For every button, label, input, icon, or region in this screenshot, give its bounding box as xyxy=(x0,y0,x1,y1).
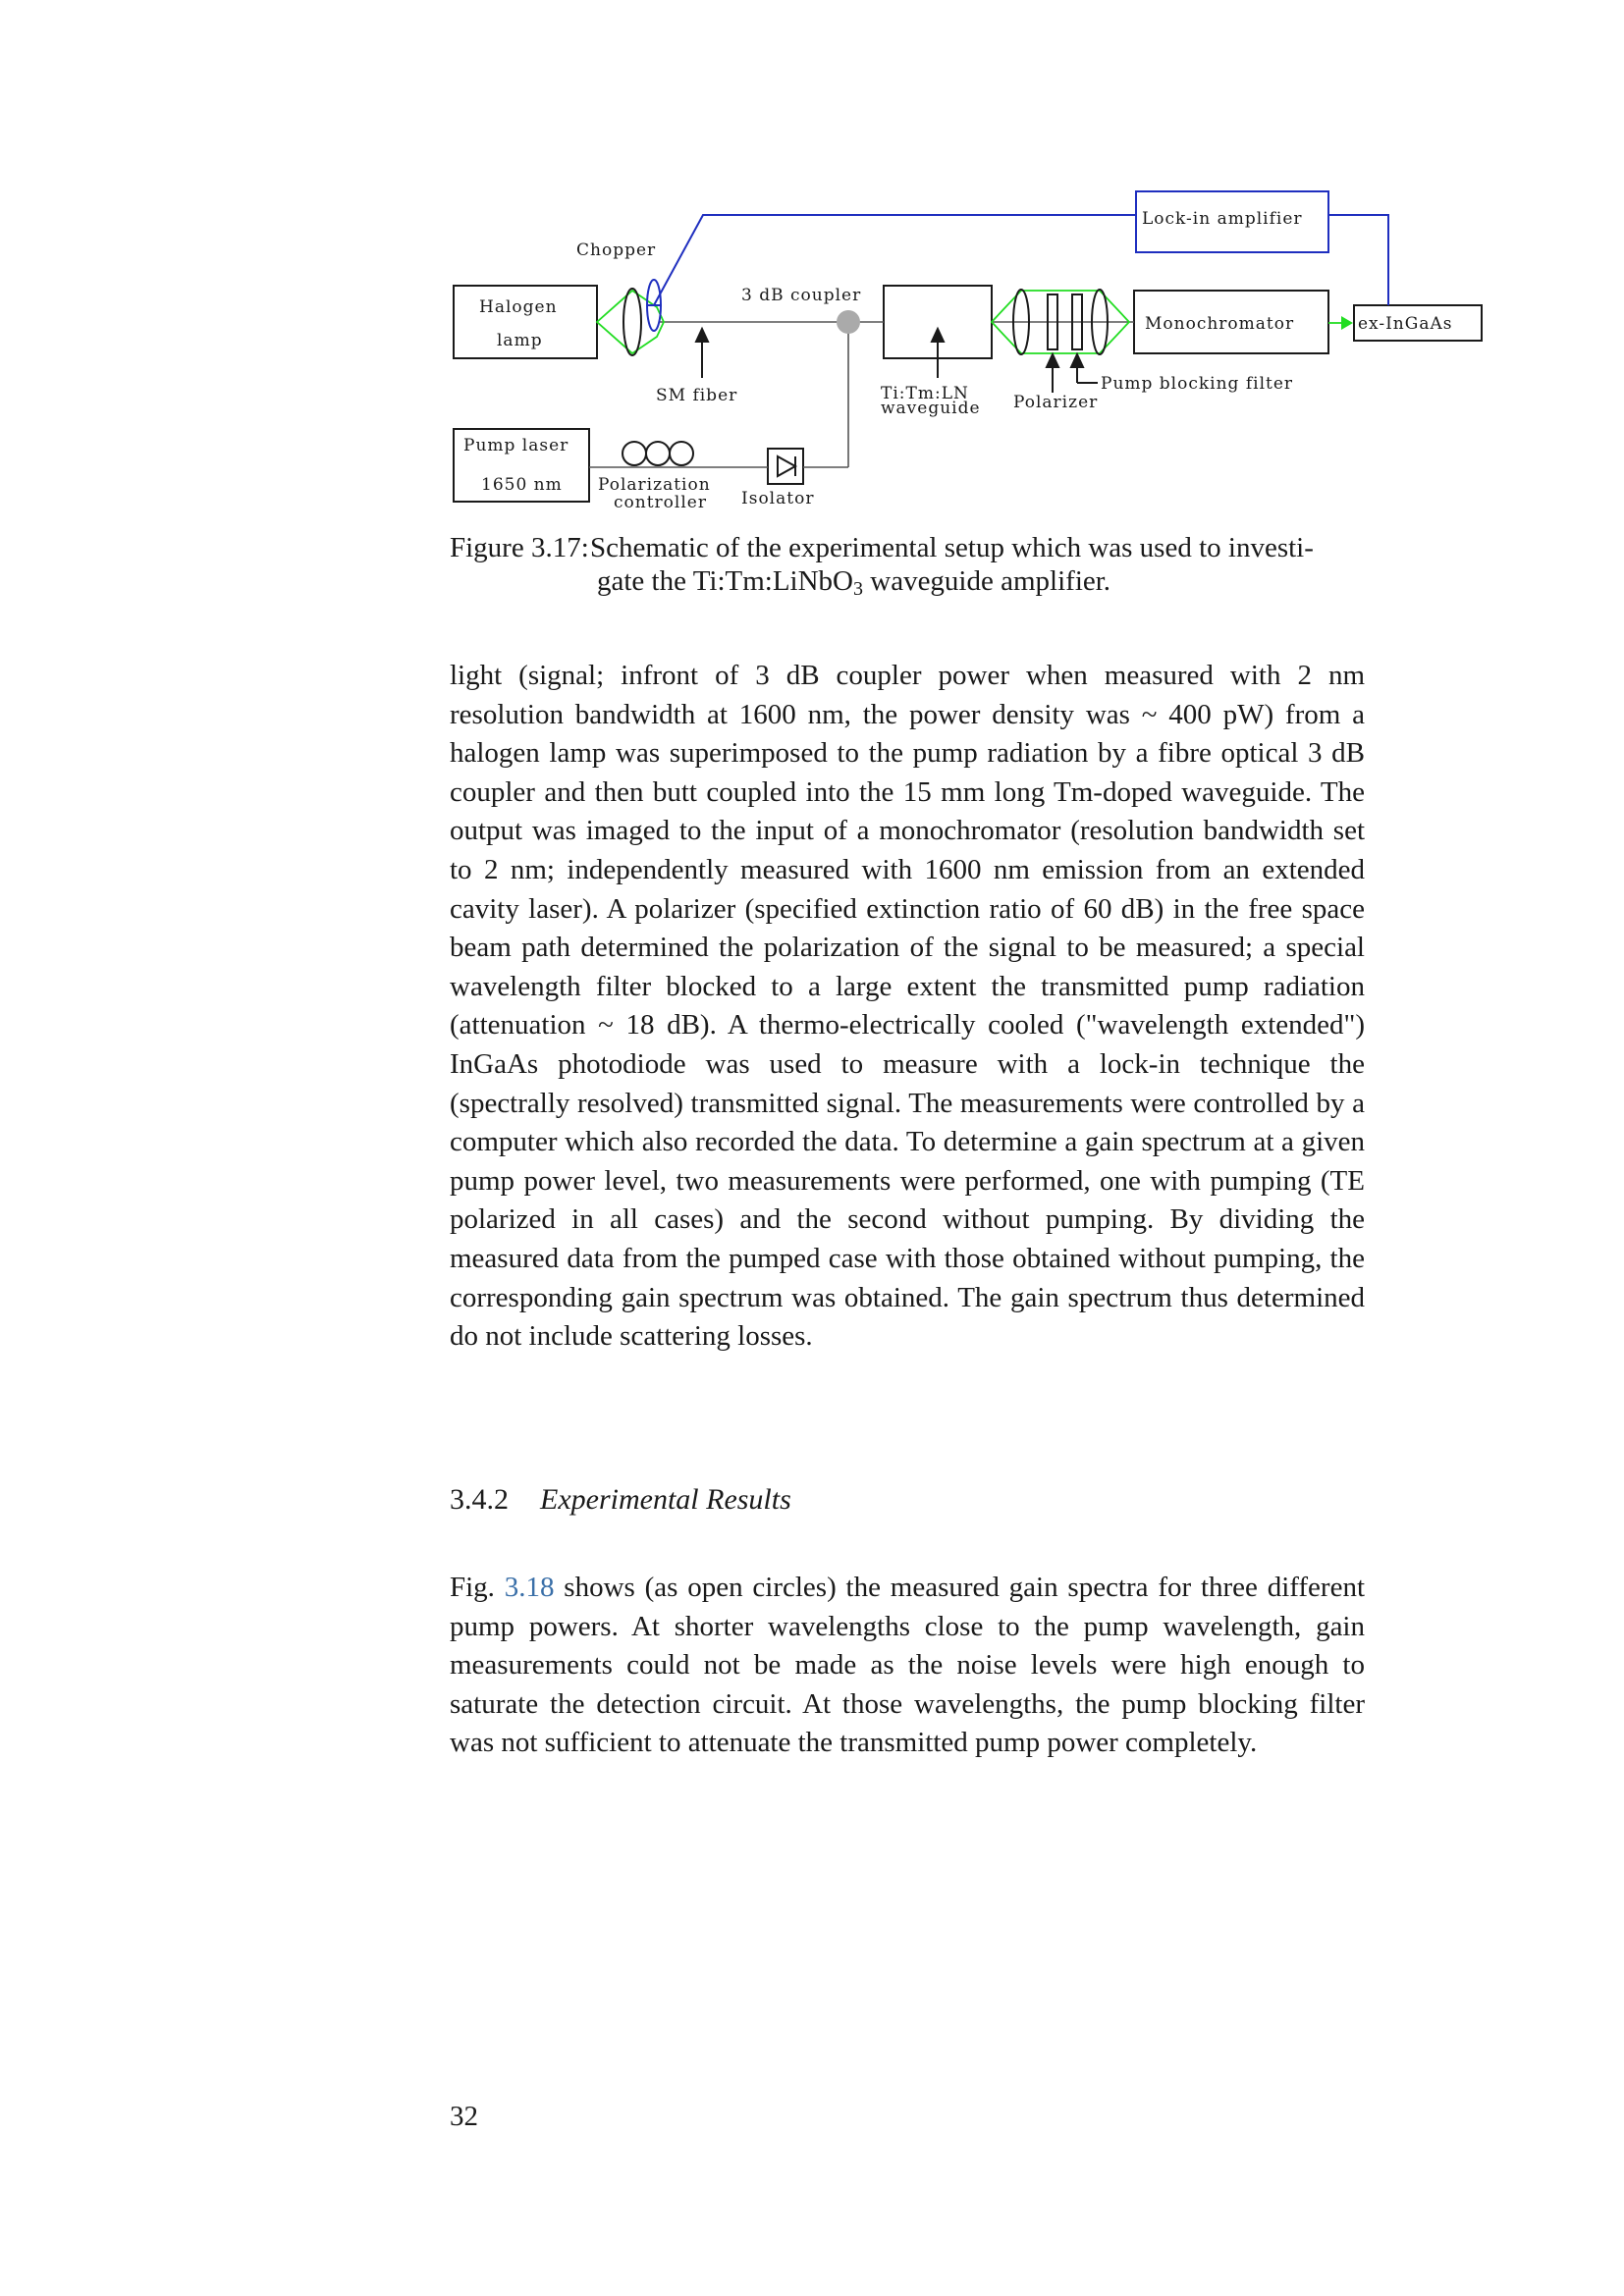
label-detector: ex-InGaAs xyxy=(1358,314,1453,334)
body-paragraph-2: Fig. 3.18 shows (as open circles) the measured gain spectra for three different pump powers. At shorter wavelengths close to the pump wavelength, gain measurements could not be made as the noise levels were high enough to saturate the detection circuit. At those wavelengths, the pump blocking filter was not sufficient to attenuate the transmitted pump power completely. xyxy=(450,1572,1366,1759)
caption-line-1: Schematic of the experimental setup which was used to investi- xyxy=(590,532,1314,563)
label-chopper: Chopper xyxy=(576,240,657,260)
input-beam xyxy=(597,291,664,353)
label-isolator: Isolator xyxy=(741,489,815,508)
section-title: Experimental Results xyxy=(540,1483,791,1516)
label-pump-1: Pump laser xyxy=(463,436,569,455)
body-paragraph-1: light (signal; infront of 3 dB coupler power when measured with 2 nm resolution bandwidth at 1600 nm, the power density was ~ 400 pW) from a halogen lamp was superimposed to the pump radiation by a fibre optical 3 dB coupler and then butt coupled into the 15 mm long Tm-doped waveguide. The output was imaged to the input of a monochromator (resolution bandwidth set to 2 nm; independently measured with 1600 nm emission from an extended cavity laser). A polarizer (specified extinction ratio of 60 dB) in the free space beam path determined the polarization of the signal to be measured; a special wavelength filter blocked to a large extent the transmitted pump radiation (attenuation ~ 18 dB). A thermo-electrically cooled ("wavelength extended") InGaAs photodiode was used to measure with a lock-in technique the (spectrally resolved) transmitted signal. The measurements were controlled by a computer which also recorded the data. To determine a gain spectrum at a given pump power level, two measurements were performed, one with pumping (TE polarized in all cases) and the second without pumping. By dividing the measured data from the pumped case with those obtained without pumping, the corresponding gain spectrum was obtained. The gain spectrum thus determined do not include scattering losses. xyxy=(450,660,1365,1353)
label-monochromator: Monochromator xyxy=(1145,314,1295,334)
page-number: 32 xyxy=(450,2101,478,2132)
section-heading xyxy=(450,1483,791,1517)
isolator-symbol xyxy=(778,456,795,476)
label-lockin: Lock-in amplifier xyxy=(1142,209,1303,229)
lens-input xyxy=(623,289,641,355)
label-pump-2: 1650 nm xyxy=(481,475,563,495)
electrical-line-detector xyxy=(1328,215,1388,305)
isolator-box xyxy=(768,449,803,484)
label-halogen-1: Halogen xyxy=(479,297,558,317)
label-halogen-2: lamp xyxy=(497,331,543,350)
label-sm-fiber: SM fiber xyxy=(656,386,738,405)
label-polctrl-2: controller xyxy=(614,493,707,512)
label-polctrl-1: Polarization xyxy=(598,475,711,495)
label-pump-filter: Pump blocking filter xyxy=(1101,374,1294,394)
label-coupler: 3 dB coupler xyxy=(741,286,862,305)
label-polarizer: Polarizer xyxy=(1013,393,1099,412)
figure-reference-link[interactable]: 3.18 xyxy=(504,1572,555,1603)
label-waveguide-2: waveguide xyxy=(881,399,981,418)
caption-line-2: gate the Ti:Tm:LiNbO$_3$ waveguide amplifier. xyxy=(597,565,1111,600)
experimental-setup-schematic xyxy=(447,182,1488,520)
label-waveguide-1: Ti:Tm:LN xyxy=(881,384,969,403)
detector-arrow-head xyxy=(1341,316,1353,330)
figure-label: Figure 3.17: xyxy=(450,532,589,563)
electrical-line-chopper xyxy=(654,215,1136,305)
coupler-dot xyxy=(837,310,860,334)
section-number: 3.4.2 xyxy=(450,1483,509,1516)
polarization-controller-loops xyxy=(623,442,693,465)
